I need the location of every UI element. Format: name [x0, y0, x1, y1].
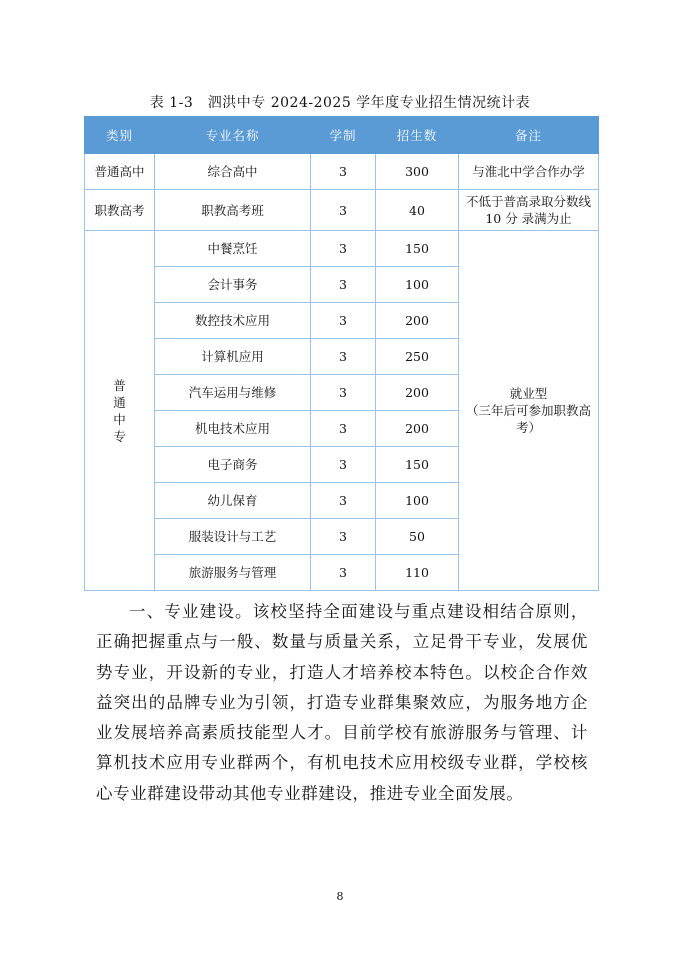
count-cell: 100 — [376, 483, 459, 519]
major-cell: 幼儿保育 — [155, 483, 311, 519]
years-cell: 3 — [311, 555, 376, 591]
major-cell: 会计事务 — [155, 267, 311, 303]
table-row — [85, 190, 599, 231]
count-cell: 200 — [376, 375, 459, 411]
major-cell: 机电技术应用 — [155, 411, 311, 447]
years-cell: 3 — [311, 375, 376, 411]
years-cell: 3 — [311, 411, 376, 447]
header-major: 专业名称 — [155, 117, 311, 154]
years-cell: 3 — [311, 267, 376, 303]
header-years: 学制 — [311, 117, 376, 154]
major-cell: 旅游服务与管理 — [155, 555, 311, 591]
note-detail: （三年后可参加职教高考） — [465, 403, 591, 435]
years-cell: 3 — [311, 190, 376, 231]
category-cell: 普通高中 — [85, 154, 155, 190]
note-cell: 不低于普高录取分数线 10 分 录满为止 — [459, 190, 599, 231]
header-count: 招生数 — [376, 117, 459, 154]
category-char: 普 — [113, 377, 126, 393]
category-char: 通 — [113, 394, 126, 410]
category-char: 中 — [113, 411, 126, 427]
table-caption: 表 1-3 泗洪中专 2024-2025 学年度专业招生情况统计表 — [149, 95, 531, 111]
note-title: 就业型 — [509, 386, 548, 401]
table-row — [85, 154, 599, 190]
count-cell: 200 — [376, 303, 459, 339]
major-cell: 中餐烹饪 — [155, 231, 311, 267]
enrollment-table — [84, 116, 599, 591]
count-cell: 250 — [376, 339, 459, 375]
note-cell-merged — [459, 231, 599, 591]
major-cell: 电子商务 — [155, 447, 311, 483]
major-cell: 数控技术应用 — [155, 303, 311, 339]
count-cell: 150 — [376, 231, 459, 267]
major-cell: 服装设计与工艺 — [155, 519, 311, 555]
major-cell: 综合高中 — [155, 154, 311, 190]
years-cell: 3 — [311, 447, 376, 483]
years-cell: 3 — [311, 519, 376, 555]
table-header-row — [85, 117, 599, 154]
years-cell: 3 — [311, 231, 376, 267]
body-paragraph-block — [96, 597, 588, 809]
body-paragraph: 一、专业建设。该校坚持全面建设与重点建设相结合原则，正确把握重点与一般、数量与质量关系，立足骨干专业，发展优势专业，开设新的专业，打造人才培养校本特色。以校企合作效益突出的品牌专业为引领，打造专业群集聚效应，为服务地方企业发展培养高素质技能型人才。目前学校有旅游服务与管理、计算机技术应用专业群两个，有机电技术应用校级专业群，学校核心专业群建设带动其他专业群建设，推进专业全面发展。 — [96, 602, 588, 803]
years-cell: 3 — [311, 154, 376, 190]
category-char: 专 — [113, 428, 126, 444]
years-cell: 3 — [311, 303, 376, 339]
years-cell: 3 — [311, 339, 376, 375]
table-row — [85, 231, 599, 267]
count-cell: 50 — [376, 519, 459, 555]
count-cell: 100 — [376, 267, 459, 303]
years-cell: 3 — [311, 483, 376, 519]
count-cell: 200 — [376, 411, 459, 447]
note-cell: 与淮北中学合作办学 — [459, 154, 599, 190]
page-number: 8 — [336, 890, 344, 903]
header-category: 类别 — [85, 117, 155, 154]
count-cell: 110 — [376, 555, 459, 591]
count-cell: 300 — [376, 154, 459, 190]
count-cell: 40 — [376, 190, 459, 231]
category-cell-vertical — [85, 231, 155, 591]
category-cell: 职教高考 — [85, 190, 155, 231]
major-cell: 计算机应用 — [155, 339, 311, 375]
header-note: 备注 — [459, 117, 599, 154]
major-cell: 职教高考班 — [155, 190, 311, 231]
major-cell: 汽车运用与维修 — [155, 375, 311, 411]
count-cell: 150 — [376, 447, 459, 483]
